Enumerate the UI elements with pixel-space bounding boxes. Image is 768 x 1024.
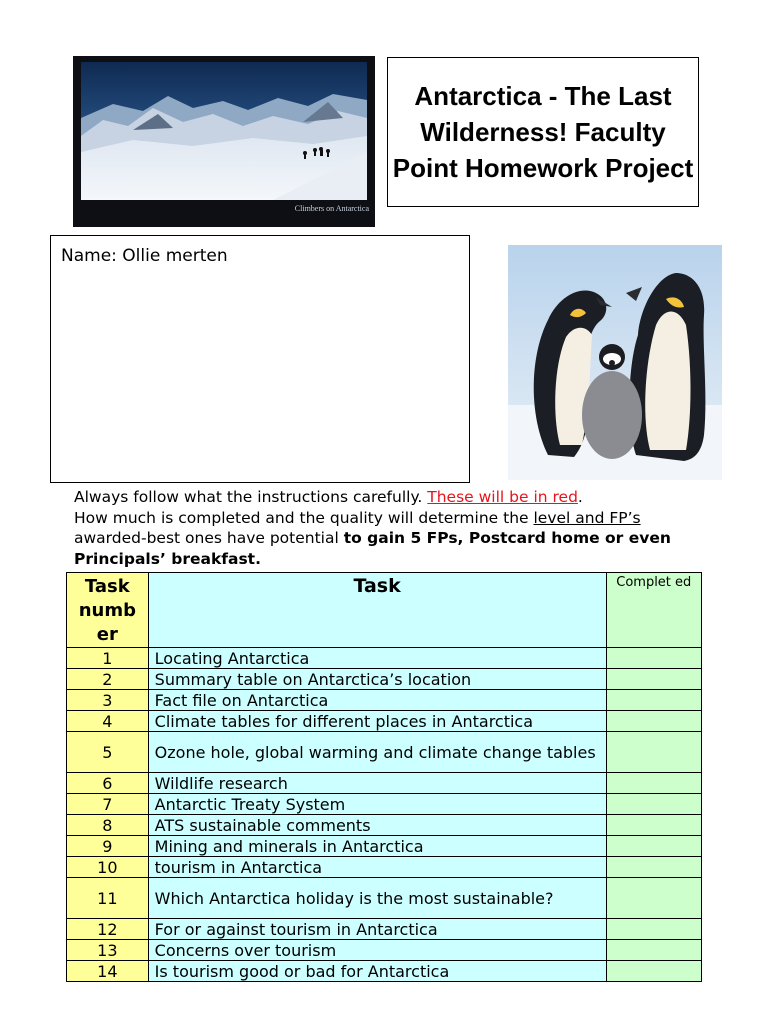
- task-name: Locating Antarctica: [148, 648, 606, 669]
- completed-cell[interactable]: [606, 857, 701, 878]
- completed-cell[interactable]: [606, 732, 701, 773]
- task-number: 13: [67, 940, 149, 961]
- penguins-photo: [508, 245, 722, 480]
- completed-cell[interactable]: [606, 878, 701, 919]
- table-row: [67, 794, 702, 815]
- task-name: Antarctic Treaty System: [148, 794, 606, 815]
- task-name: Mining and minerals in Antarctica: [148, 836, 606, 857]
- header-task-number: Task numb er: [67, 573, 149, 648]
- table-row: [67, 961, 702, 982]
- task-table: [66, 572, 702, 982]
- table-row: [67, 732, 702, 773]
- reward-text: to gain 5 FPs, Postcard home or even Principals’ breakfast.: [74, 529, 671, 568]
- completed-cell[interactable]: [606, 794, 701, 815]
- task-number: 7: [67, 794, 149, 815]
- completed-cell[interactable]: [606, 690, 701, 711]
- completed-cell[interactable]: [606, 961, 701, 982]
- task-name: Is tourism good or bad for Antarctica: [148, 961, 606, 982]
- intro-line2: How much is completed and the quality will determine the: [74, 508, 534, 527]
- table-row: [67, 648, 702, 669]
- table-header-row: [67, 573, 702, 648]
- intro-line2-mid: awarded-best ones have potential: [74, 529, 344, 547]
- page-title: Antarctica - The Last Wilderness! Faculty Point Homework Project: [392, 81, 694, 183]
- task-name: Wildlife research: [148, 773, 606, 794]
- instructions-text: [74, 487, 714, 569]
- intro-line1: Always follow what the instructions carefully.: [74, 488, 428, 506]
- task-name: Climate tables for different places in Antarctica: [148, 711, 606, 732]
- task-number: 4: [67, 711, 149, 732]
- red-instruction-note: These will be in red: [427, 488, 578, 506]
- header-completed: Complet ed: [606, 573, 701, 648]
- table-row: [67, 690, 702, 711]
- completed-cell[interactable]: [606, 940, 701, 961]
- table-row: [67, 940, 702, 961]
- task-name: tourism in Antarctica: [148, 857, 606, 878]
- title-box: [387, 57, 699, 207]
- completed-cell[interactable]: [606, 773, 701, 794]
- table-row: [67, 711, 702, 732]
- task-number: 9: [67, 836, 149, 857]
- completed-cell[interactable]: [606, 815, 701, 836]
- task-number: 1: [67, 648, 149, 669]
- task-name: Ozone hole, global warming and climate change tables: [148, 732, 606, 773]
- completed-cell[interactable]: [606, 836, 701, 857]
- task-number: 5: [67, 732, 149, 773]
- task-number: 10: [67, 857, 149, 878]
- task-number: 2: [67, 669, 149, 690]
- task-number: 14: [67, 961, 149, 982]
- intro-line1-end: .: [577, 488, 583, 506]
- completed-cell[interactable]: [606, 711, 701, 732]
- antarctica-photo: [73, 56, 375, 227]
- task-name: ATS sustainable comments: [148, 815, 606, 836]
- table-row: [67, 857, 702, 878]
- photo-caption: Climbers on Antarctica: [294, 204, 369, 213]
- task-number: 8: [67, 815, 149, 836]
- header-task: Task: [148, 573, 606, 648]
- table-row: [67, 919, 702, 940]
- task-name: Summary table on Antarctica’s location: [148, 669, 606, 690]
- task-name: Which Antarctica holiday is the most sustainable?: [148, 878, 606, 919]
- task-number: 11: [67, 878, 149, 919]
- task-number: 12: [67, 919, 149, 940]
- table-row: [67, 669, 702, 690]
- table-row: [67, 836, 702, 857]
- name-box: [50, 235, 470, 483]
- completed-cell[interactable]: [606, 648, 701, 669]
- table-row: [67, 773, 702, 794]
- table-row: [67, 878, 702, 919]
- name-label: Name: Ollie merten: [61, 246, 228, 266]
- task-name: For or against tourism in Antarctica: [148, 919, 606, 940]
- task-name: Fact file on Antarctica: [148, 690, 606, 711]
- completed-cell[interactable]: [606, 919, 701, 940]
- task-number: 3: [67, 690, 149, 711]
- completed-cell[interactable]: [606, 669, 701, 690]
- task-name: Concerns over tourism: [148, 940, 606, 961]
- level-fp-underlined: level and FP’s: [533, 508, 641, 527]
- task-number: 6: [67, 773, 149, 794]
- table-row: [67, 815, 702, 836]
